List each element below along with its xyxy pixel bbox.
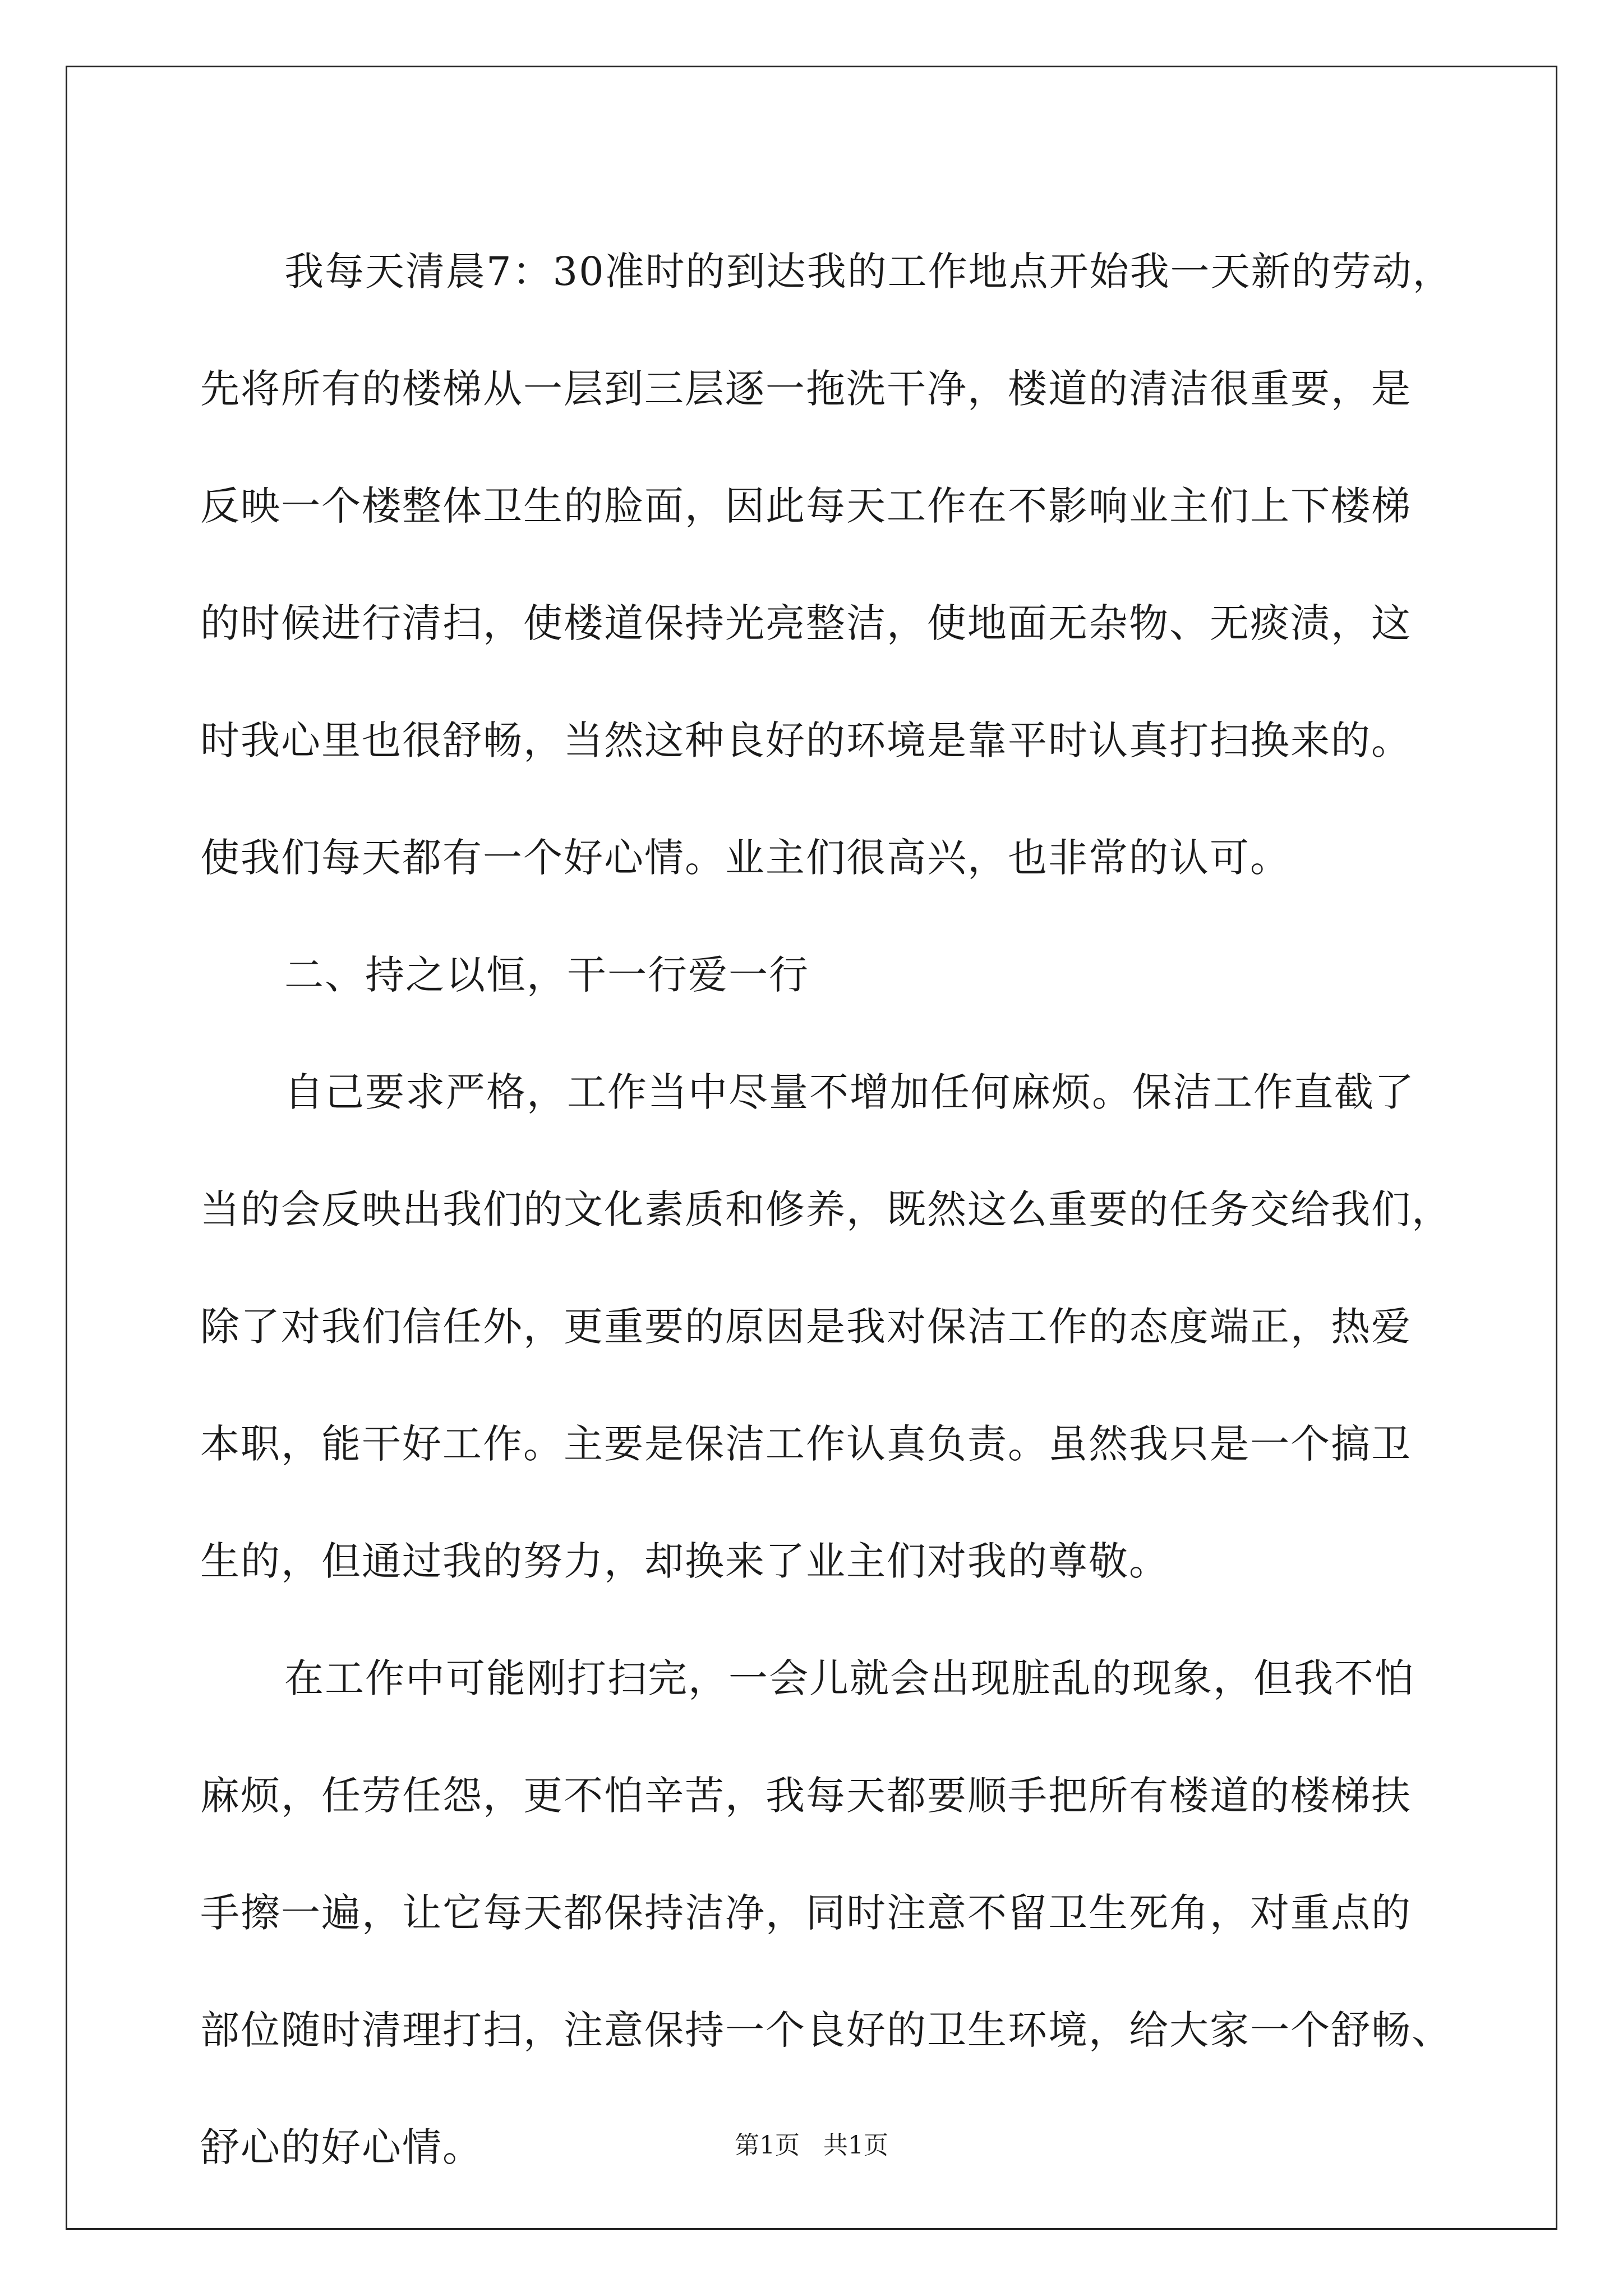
document-body [200,213,1490,2206]
text-line: 的时候进行清扫，使楼道保持光亮整洁，使地面无杂物、无痰渍，这 [200,600,1412,646]
text-line: 本职，能干好工作。主要是保洁工作认真负责。虽然我只是一个搞卫 [200,1421,1412,1467]
text-line: 在工作中可能刚打扫完，一会儿就会出现脏乱的现象，但我不怕 [284,1655,1415,1701]
text-line: 先将所有的楼梯从一层到三层逐一拖洗干净，楼道的清洁很重要，是 [200,366,1412,412]
text-line: 除了对我们信任外，更重要的原因是我对保洁工作的态度端正，热爱 [200,1304,1412,1350]
text-line: 反映一个楼整体卫生的脸面，因此每天工作在不影响业主们上下楼梯 [200,483,1412,529]
text-line: 生的，但通过我的努力，却换来了业主们对我的尊敬。 [200,1538,1169,1584]
text-line: 舒心的好心情。 [200,2124,483,2170]
text-line: 部位随时清理打扫，注意保持一个良好的卫生环境，给大家一个舒畅、 [200,2007,1452,2053]
text-line: 当的会反映出我们的文化素质和修养，既然这么重要的任务交给我们， [200,1186,1452,1232]
paragraph [200,1620,1490,2206]
text-line: 我每天清晨7：30准时的到达我的工作地点开始我一天新的劳动， [284,249,1453,295]
text-line: 自己要求严格，工作当中尽量不增加任何麻烦。保洁工作直截了 [284,1069,1415,1115]
page-info-label: 第1页 共1页 [735,2131,888,2160]
text-line: 麻烦，任劳任怨，更不怕辛苦，我每天都要顺手把所有楼道的楼梯扶 [200,1773,1412,1819]
text-line: 二、持之以恒，干一行爱一行 [284,952,809,998]
page-number-footer [0,2129,1623,2162]
text-line: 时我心里也很舒畅，当然这种良好的环境是靠平时认真打扫换来的。 [200,717,1412,763]
text-line: 手擦一遍，让它每天都保持洁净，同时注意不留卫生死角，对重点的 [200,1890,1412,1936]
section-heading [200,917,1490,1034]
text-line: 使我们每天都有一个好心情。业主们很高兴，也非常的认可。 [200,835,1290,881]
paragraph [200,1034,1490,1620]
paragraph [200,213,1490,917]
